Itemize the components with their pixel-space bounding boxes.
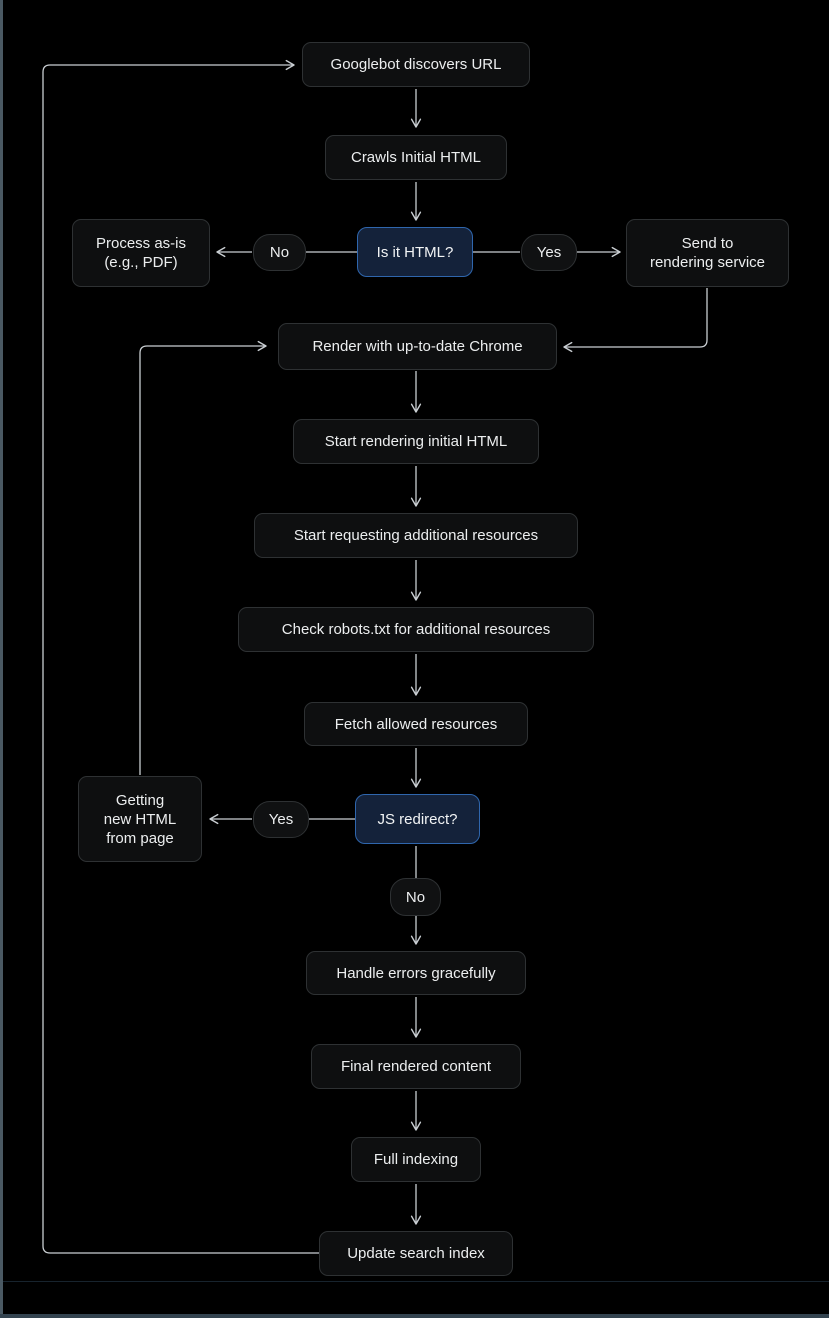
edge-gettinghtml-render-loop (140, 346, 266, 775)
node-start-rendering-initial-html: Start rendering initial HTML (293, 419, 539, 464)
node-line: Process as-is (95, 235, 187, 252)
node-line: Send to (681, 235, 734, 252)
node-check-robots-txt: Check robots.txt for additional resources (238, 607, 594, 652)
node-full-indexing: Full indexing (351, 1137, 481, 1182)
node-process-as-is (72, 219, 210, 287)
node-send-to-rendering-service (626, 219, 789, 287)
frame-divider-line (0, 1281, 829, 1282)
node-decision-js-redirect: JS redirect? (355, 794, 480, 844)
node-line: from page (106, 829, 174, 847)
frame-left-edge (0, 0, 3, 1318)
node-line: rendering service (649, 254, 766, 271)
frame-bottom-edge (0, 1314, 829, 1318)
node-line: new HTML (103, 810, 177, 828)
node-getting-new-html (78, 776, 202, 862)
edge-label-no-html: No (253, 234, 306, 271)
node-start-requesting-additional-resources: Start requesting additional resources (254, 513, 578, 558)
node-googlebot-discovers-url: Googlebot discovers URL (302, 42, 530, 87)
node-final-rendered-content: Final rendered content (311, 1044, 521, 1089)
node-decision-is-it-html: Is it HTML? (357, 227, 473, 277)
node-line: Getting (115, 791, 165, 809)
edge-label-yes-html: Yes (521, 234, 577, 271)
node-line: (e.g., PDF) (104, 254, 178, 271)
edge-label-yes-redirect: Yes (253, 801, 309, 838)
edge-send-render (564, 288, 707, 347)
edge-label-no-redirect: No (390, 878, 441, 916)
node-handle-errors-gracefully: Handle errors gracefully (306, 951, 526, 995)
node-update-search-index: Update search index (319, 1231, 513, 1276)
node-render-with-chrome: Render with up-to-date Chrome (278, 323, 557, 370)
node-fetch-allowed-resources: Fetch allowed resources (304, 702, 528, 746)
node-crawls-initial-html: Crawls Initial HTML (325, 135, 507, 180)
